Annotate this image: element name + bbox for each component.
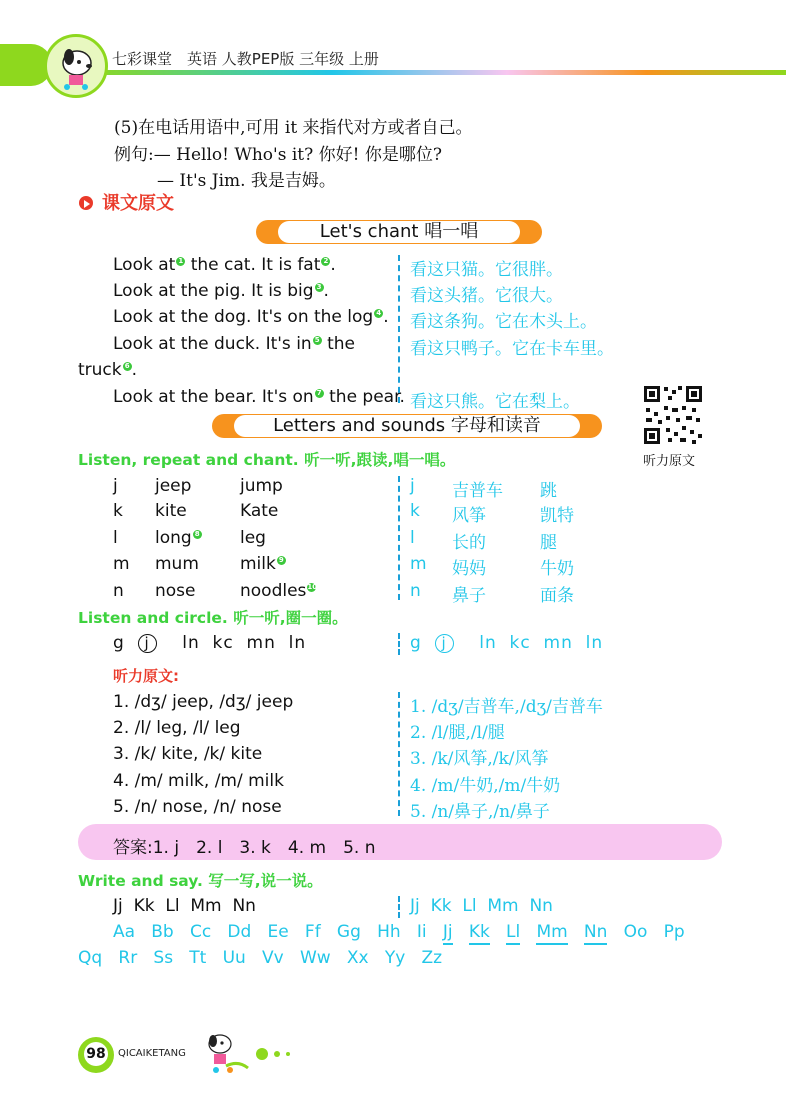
chant-translation: 看这条狗。它在木头上。 — [410, 312, 597, 332]
footer-dot-small — [286, 1052, 290, 1056]
note-marker: 4 — [374, 309, 383, 318]
script-item: 3. /k/ kite, /k/ kite — [113, 744, 263, 764]
note-marker: 2 — [321, 257, 330, 266]
circle-divider — [398, 633, 400, 655]
footer-dot-large — [256, 1048, 268, 1060]
chant-translation: 看这只猫。它很胖。 — [410, 260, 563, 280]
page-number: 98 — [84, 1042, 108, 1066]
example-line-1: 例句:— Hello! Who's it? 你好! 你是哪位? — [114, 145, 442, 165]
footer-mascot — [200, 1030, 252, 1076]
script-item-cn: 1. /dʒ/吉普车,/dʒ/吉普车 — [410, 697, 603, 717]
alphabet-row-2: Qq Rr Ss Tt Uu Vv Ww Xx Yy Zz — [78, 948, 443, 968]
script-item-cn: 5. /n/鼻子,/n/鼻子 — [410, 802, 550, 822]
alphabet-row-1: Aa Bb Cc Dd Ee Ff Gg Hh Ii Jj Kk Ll Mm Nn Oo Pp — [113, 922, 685, 942]
note-marker: 5 — [313, 336, 322, 345]
chant-translation: 看这只熊。它在梨上。 — [410, 392, 580, 412]
note-marker: 10 — [307, 583, 318, 592]
letters-banner — [212, 414, 602, 438]
script-item: 5. /n/ nose, /n/ nose — [113, 797, 282, 817]
example-line-2: — It's Jim. 我是吉姆。 — [157, 171, 336, 191]
chant-line: Look at the dog. It's on the log 4 . — [113, 307, 389, 327]
write-divider — [398, 896, 400, 918]
chant-line: Look at the duck. It's in 5 the — [113, 334, 355, 354]
qr-caption: 听力原文 — [643, 454, 696, 469]
answer-text: 答案:1. j 2. l 3. k 4. m 5. n — [113, 838, 376, 858]
grammar-point-5: (5)在电话用语中,可用 it 来指代对方或者自己。 — [114, 118, 473, 138]
chant-translation: 看这头猪。它很大。 — [410, 286, 563, 306]
script-label: 听力原文: — [113, 667, 179, 685]
note-marker: 3 — [315, 283, 324, 292]
listen-repeat-instruction: Listen, repeat and chant. 听一听,跟读,唱一唱。 — [78, 451, 456, 469]
chant-line: Look at the pig. It is big 3 . — [113, 281, 329, 301]
script-item-cn: 4. /m/牛奶,/m/牛奶 — [410, 776, 561, 796]
chant-line: Look at the bear. It's on 7 the pear. — [113, 387, 405, 407]
chant-banner — [256, 220, 542, 244]
script-divider — [398, 692, 400, 816]
script-item: 4. /m/ milk, /m/ milk — [113, 771, 284, 791]
footer-dot-medium — [274, 1051, 280, 1057]
script-item: 2. /l/ leg, /l/ leg — [113, 718, 241, 738]
write-cyan-row: Jj Kk Ll Mm Nn — [410, 896, 553, 916]
script-item: 1. /dʒ/ jeep, /dʒ/ jeep — [113, 692, 294, 712]
note-marker: 8 — [193, 530, 202, 539]
chant-divider — [398, 255, 400, 403]
circled-letter: j — [138, 634, 157, 653]
mascot-logo — [44, 34, 108, 98]
listen-circle-instruction: Listen and circle. 听一听,圈一圈。 — [78, 609, 348, 627]
play-bullet-icon — [79, 196, 93, 210]
chant-banner-label: Let's chant 唱一唱 — [278, 221, 520, 243]
footer-brand: QICAIKETANG — [118, 1048, 186, 1059]
header-title: 七彩课堂 英语 人教PEP版 三年级 上册 — [112, 50, 379, 68]
write-say-instruction: Write and say. 写一写,说一说。 — [78, 872, 323, 890]
circle-answer-row-copy: g j ln kc mn ln — [410, 633, 604, 653]
header-stripe — [88, 70, 786, 75]
circle-answer-row: g j ln kc mn ln — [113, 633, 307, 653]
note-marker: 1 — [176, 257, 185, 266]
note-marker: 6 — [123, 362, 132, 371]
note-marker: 9 — [277, 556, 286, 565]
section-title: 课文原文 — [102, 193, 174, 214]
chant-translation: 看这只鸭子。它在卡车里。 — [410, 339, 614, 359]
letters-divider — [398, 476, 400, 600]
note-marker: 7 — [315, 389, 324, 398]
circled-letter: j — [435, 634, 454, 653]
chant-line: truck 6 . — [78, 360, 138, 380]
script-item-cn: 2. /l/腿,/l/腿 — [410, 723, 505, 743]
letters-banner-label: Letters and sounds 字母和读音 — [234, 415, 580, 437]
write-black-row: Jj Kk Ll Mm Nn — [113, 896, 256, 916]
chant-line: Look at 1 the cat. It is fat 2 . — [113, 255, 336, 275]
script-item-cn: 3. /k/风筝,/k/风筝 — [410, 749, 549, 769]
qr-code[interactable] — [642, 384, 704, 446]
